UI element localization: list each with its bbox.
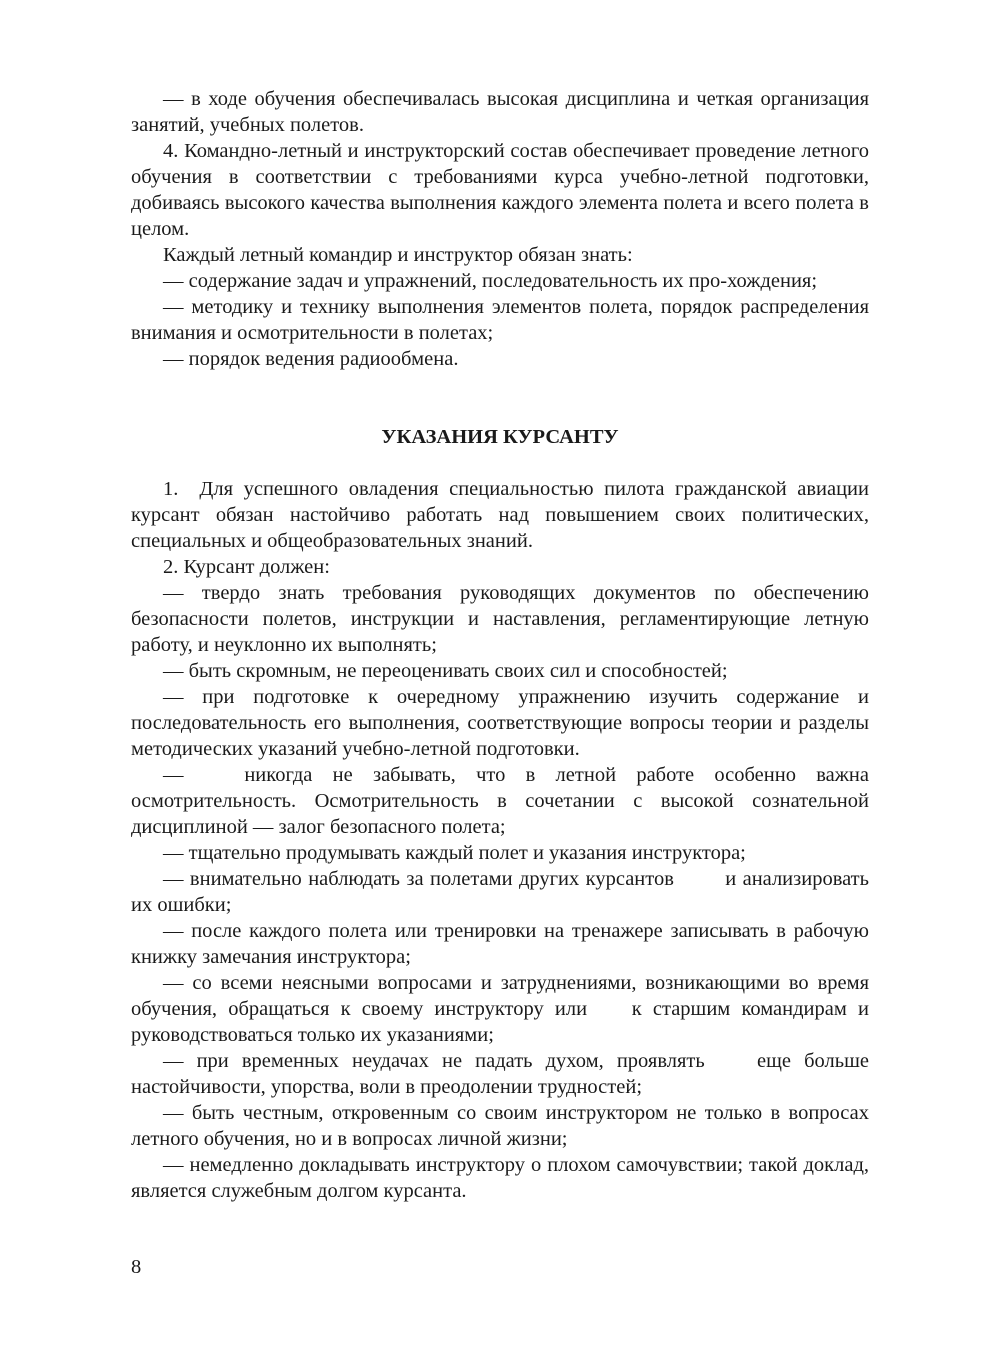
list-item-documents: — твердо знать требования руководящих документов по обеспечению безопасности полетов, инструкции и наставления, регламентирующие летную работу, и неуклонно их выполнять; bbox=[131, 582, 869, 656]
list-item-think-through: — тщательно продумывать каждый полет и указания инструктора; bbox=[163, 842, 746, 864]
list-item-methodology: — методику и технику выполнения элементов полета, порядок распределения внимания и осмотрительности в полетах; bbox=[131, 296, 869, 344]
page-number: 8 bbox=[131, 1256, 142, 1278]
paragraph-cadet-2: 2. Курсант должен: bbox=[163, 556, 330, 578]
list-item-observe: — внимательно наблюдать за полетами других курсантов и анализировать их ошибки; bbox=[131, 868, 875, 916]
list-item-modest: — быть скромным, не переоценивать своих сил и способностей; bbox=[163, 660, 728, 682]
list-item-report-health: — немедленно докладывать инструктору о плохом самочувствии; такой доклад, является служебным долгом курсанта. bbox=[131, 1154, 869, 1202]
list-item-vigilance: — никогда не забывать, что в летной работе особенно важна осмотрительность. Осмотрительность в сочетании с высокой сознательной дисциплиной — залог безопасного полета; bbox=[131, 764, 875, 838]
list-item-setbacks: — при временных неудачах не падать духом, проявлять еще больше настойчивости, упорства, воли в преодолении трудностей; bbox=[131, 1050, 875, 1098]
document-page bbox=[131, 86, 875, 1204]
list-item-preparation: — при подготовке к очередному упражнению изучить содержание и последовательность его выполнения, соответствующие вопросы теории и разделы методических указаний учебно-летной подготовки. bbox=[131, 686, 869, 760]
paragraph-cadet-1: 1. Для успешного овладения специальностью пилота гражданской авиации курсант обязан настойчиво работать над повышением своих политических, специальных и общеобразовательных знаний. bbox=[131, 478, 875, 552]
paragraph-command-staff: 4. Командно-летный и инструкторский состав обеспечивает проведение летного обучения в соответствии с требованиями курса учебно-летной подготовки, добиваясь высокого качества выполнения каждого элемента полета и всего полета в целом. bbox=[131, 140, 869, 240]
section-heading: УКАЗАНИЯ КУРСАНТУ bbox=[381, 426, 619, 448]
paragraph-discipline: — в ходе обучения обеспечивалась высокая дисциплина и четкая организация занятий, учебных полетов. bbox=[131, 88, 869, 136]
list-item-record-notes: — после каждого полета или тренировки на тренажере записывать в рабочую книжку замечания инструктора; bbox=[131, 920, 869, 968]
list-item-questions: — со всеми неясными вопросами и затруднениями, возникающими во время обучения, обращаться к своему инструктору или к старшим командирам и руководствоваться только их указаниями; bbox=[131, 972, 875, 1046]
list-item-tasks: — содержание задач и упражнений, последовательность их про-хождения; bbox=[163, 270, 818, 292]
list-item-honesty: — быть честным, откровенным со своим инструктором не только в вопросах летного обучения, но и в вопросах личной жизни; bbox=[131, 1102, 869, 1150]
paragraph-must-know: Каждый летный командир и инструктор обязан знать: bbox=[163, 244, 633, 266]
list-item-radio: — порядок ведения радиообмена. bbox=[163, 348, 459, 370]
